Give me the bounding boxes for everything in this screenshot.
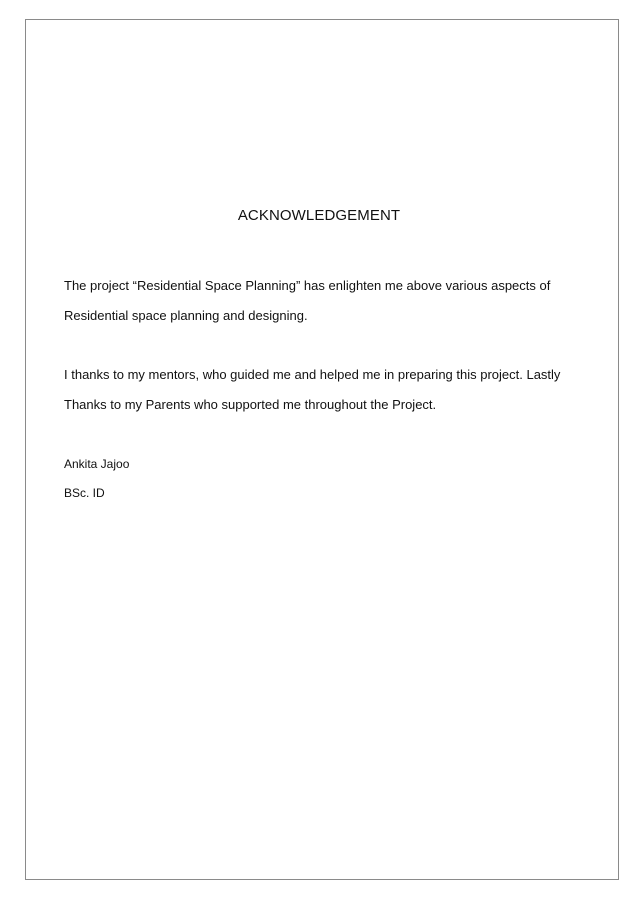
signature-name: Ankita Jajoo [64,457,130,471]
page-title: ACKNOWLEDGEMENT [237,207,401,224]
paragraph-thanks [64,360,604,420]
signature-degree: BSc. ID [64,486,105,500]
paragraph-thanks-line-1: I thanks to my mentors, who guided me and helped me in preparing this project. Lastly [64,367,561,382]
paragraph-intro [64,271,604,331]
paragraph-thanks-line-2: Thanks to my Parents who supported me throughout the Project. [64,397,437,412]
paragraph-intro-line-2: Residential space planning and designing. [64,308,308,323]
paragraph-intro-line-1: The project “Residential Space Planning” has enlighten me above various aspects of [64,278,551,293]
